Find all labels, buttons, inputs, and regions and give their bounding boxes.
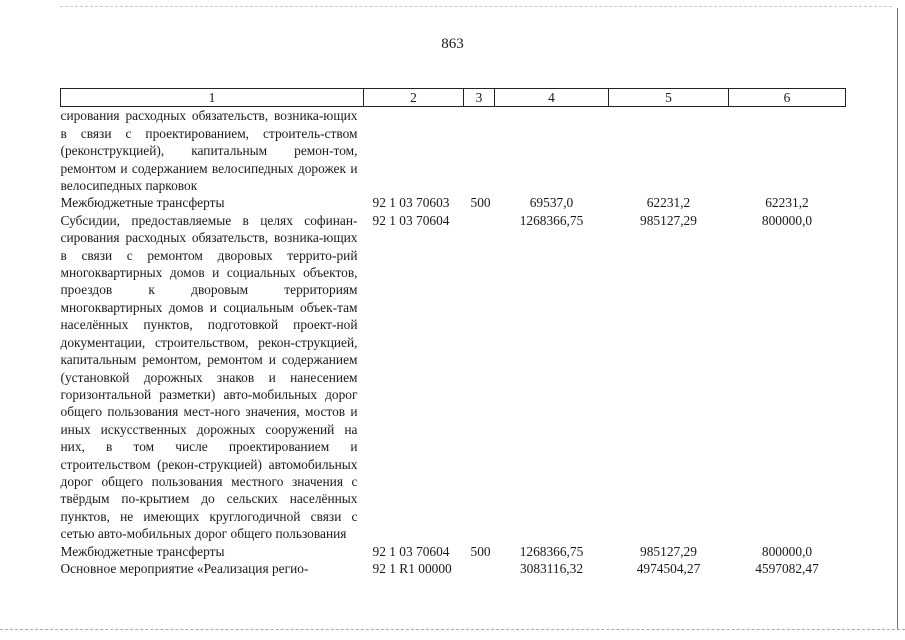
row-value-3: 62231,2 (765, 195, 809, 211)
column-header-2: 2 (364, 89, 464, 107)
row-code (364, 107, 464, 195)
row-code: 92 1 R1 00000 (372, 560, 452, 576)
table-row (61, 212, 846, 543)
row-value-3: 800000,0 (761, 543, 813, 559)
table-header-row (61, 89, 846, 107)
row-value-1 (495, 107, 609, 195)
scan-edge-top (60, 6, 892, 7)
column-header-4: 4 (495, 89, 609, 107)
row-type: 500 (470, 195, 491, 211)
column-header-6: 6 (729, 89, 846, 107)
row-type (464, 107, 495, 195)
row-value-2: 985127,29 (640, 543, 697, 559)
scan-edge-bottom (0, 629, 905, 630)
table-row (61, 560, 846, 577)
table-row (61, 194, 846, 211)
page-number: 863 (441, 36, 464, 52)
budget-table (60, 88, 846, 577)
column-header-5: 5 (609, 89, 729, 107)
row-value-2: 4974504,27 (636, 560, 701, 576)
table-row (61, 543, 846, 560)
row-name: Межбюджетные трансферты (60, 543, 225, 559)
row-value-2: 62231,2 (646, 195, 691, 211)
row-name: Основное мероприятие «Реализация регио- (60, 560, 309, 576)
row-value-3: 4597082,47 (755, 560, 819, 576)
row-value-3: 800000,0 (761, 212, 813, 228)
row-code: 92 1 03 70603 (372, 195, 450, 211)
row-name: Межбюджетные трансферты (60, 195, 225, 211)
column-header-1: 1 (61, 89, 364, 107)
row-code: 92 1 03 70604 (372, 543, 450, 559)
row-type (464, 560, 495, 577)
row-type (464, 212, 495, 543)
row-value-1: 69537,0 (529, 195, 574, 211)
row-name: Субсидии, предоставляемые в целях софинан-сирования расходных обязательств, возника-ющих в связи с ремонтом дворовых террито-рий многоквартирных домов и социальных объектов, проездов к дворовым территориям многоквартирных домов и социальным объек-там населённых пунктов, подготовкой проект-ной документации, строительством, рекон-струкцией, капитальным ремонтом, ремонтом и содержанием (установкой дорожных знаков и нанесением горизонтальной разметки) авто-мобильных дорог общего пользования мест-ного значения, мостов и иных искусственных дорожных сооружений на них, в том числе проектированием и строительством (рекон-струкцией) автомобильных дорог общего пользования местного значения с твёрдым по-крытием до сельских населённых пунктов, не имеющих круглогодичной связи с сетью авто-мобильных дорог общего пользования (60, 212, 358, 542)
row-name: сирования расходных обязательств, возника-ющих в связи с проектированием, строитель-ством (реконструкцией), капитальным ремон-том, ремонтом и содержанием велосипедных дорожек и велосипедных парковок (60, 108, 358, 194)
row-value-1: 3083116,32 (519, 560, 584, 576)
row-value-2 (609, 107, 729, 195)
scan-edge-right (897, 8, 898, 630)
row-type: 500 (470, 543, 491, 559)
column-header-3: 3 (464, 89, 495, 107)
row-value-2: 985127,29 (640, 212, 697, 228)
row-value-3 (729, 107, 846, 195)
table-row (61, 107, 846, 195)
row-value-1: 1268366,75 (519, 543, 584, 559)
row-value-1: 1268366,75 (519, 212, 584, 228)
row-code: 92 1 03 70604 (372, 212, 450, 228)
